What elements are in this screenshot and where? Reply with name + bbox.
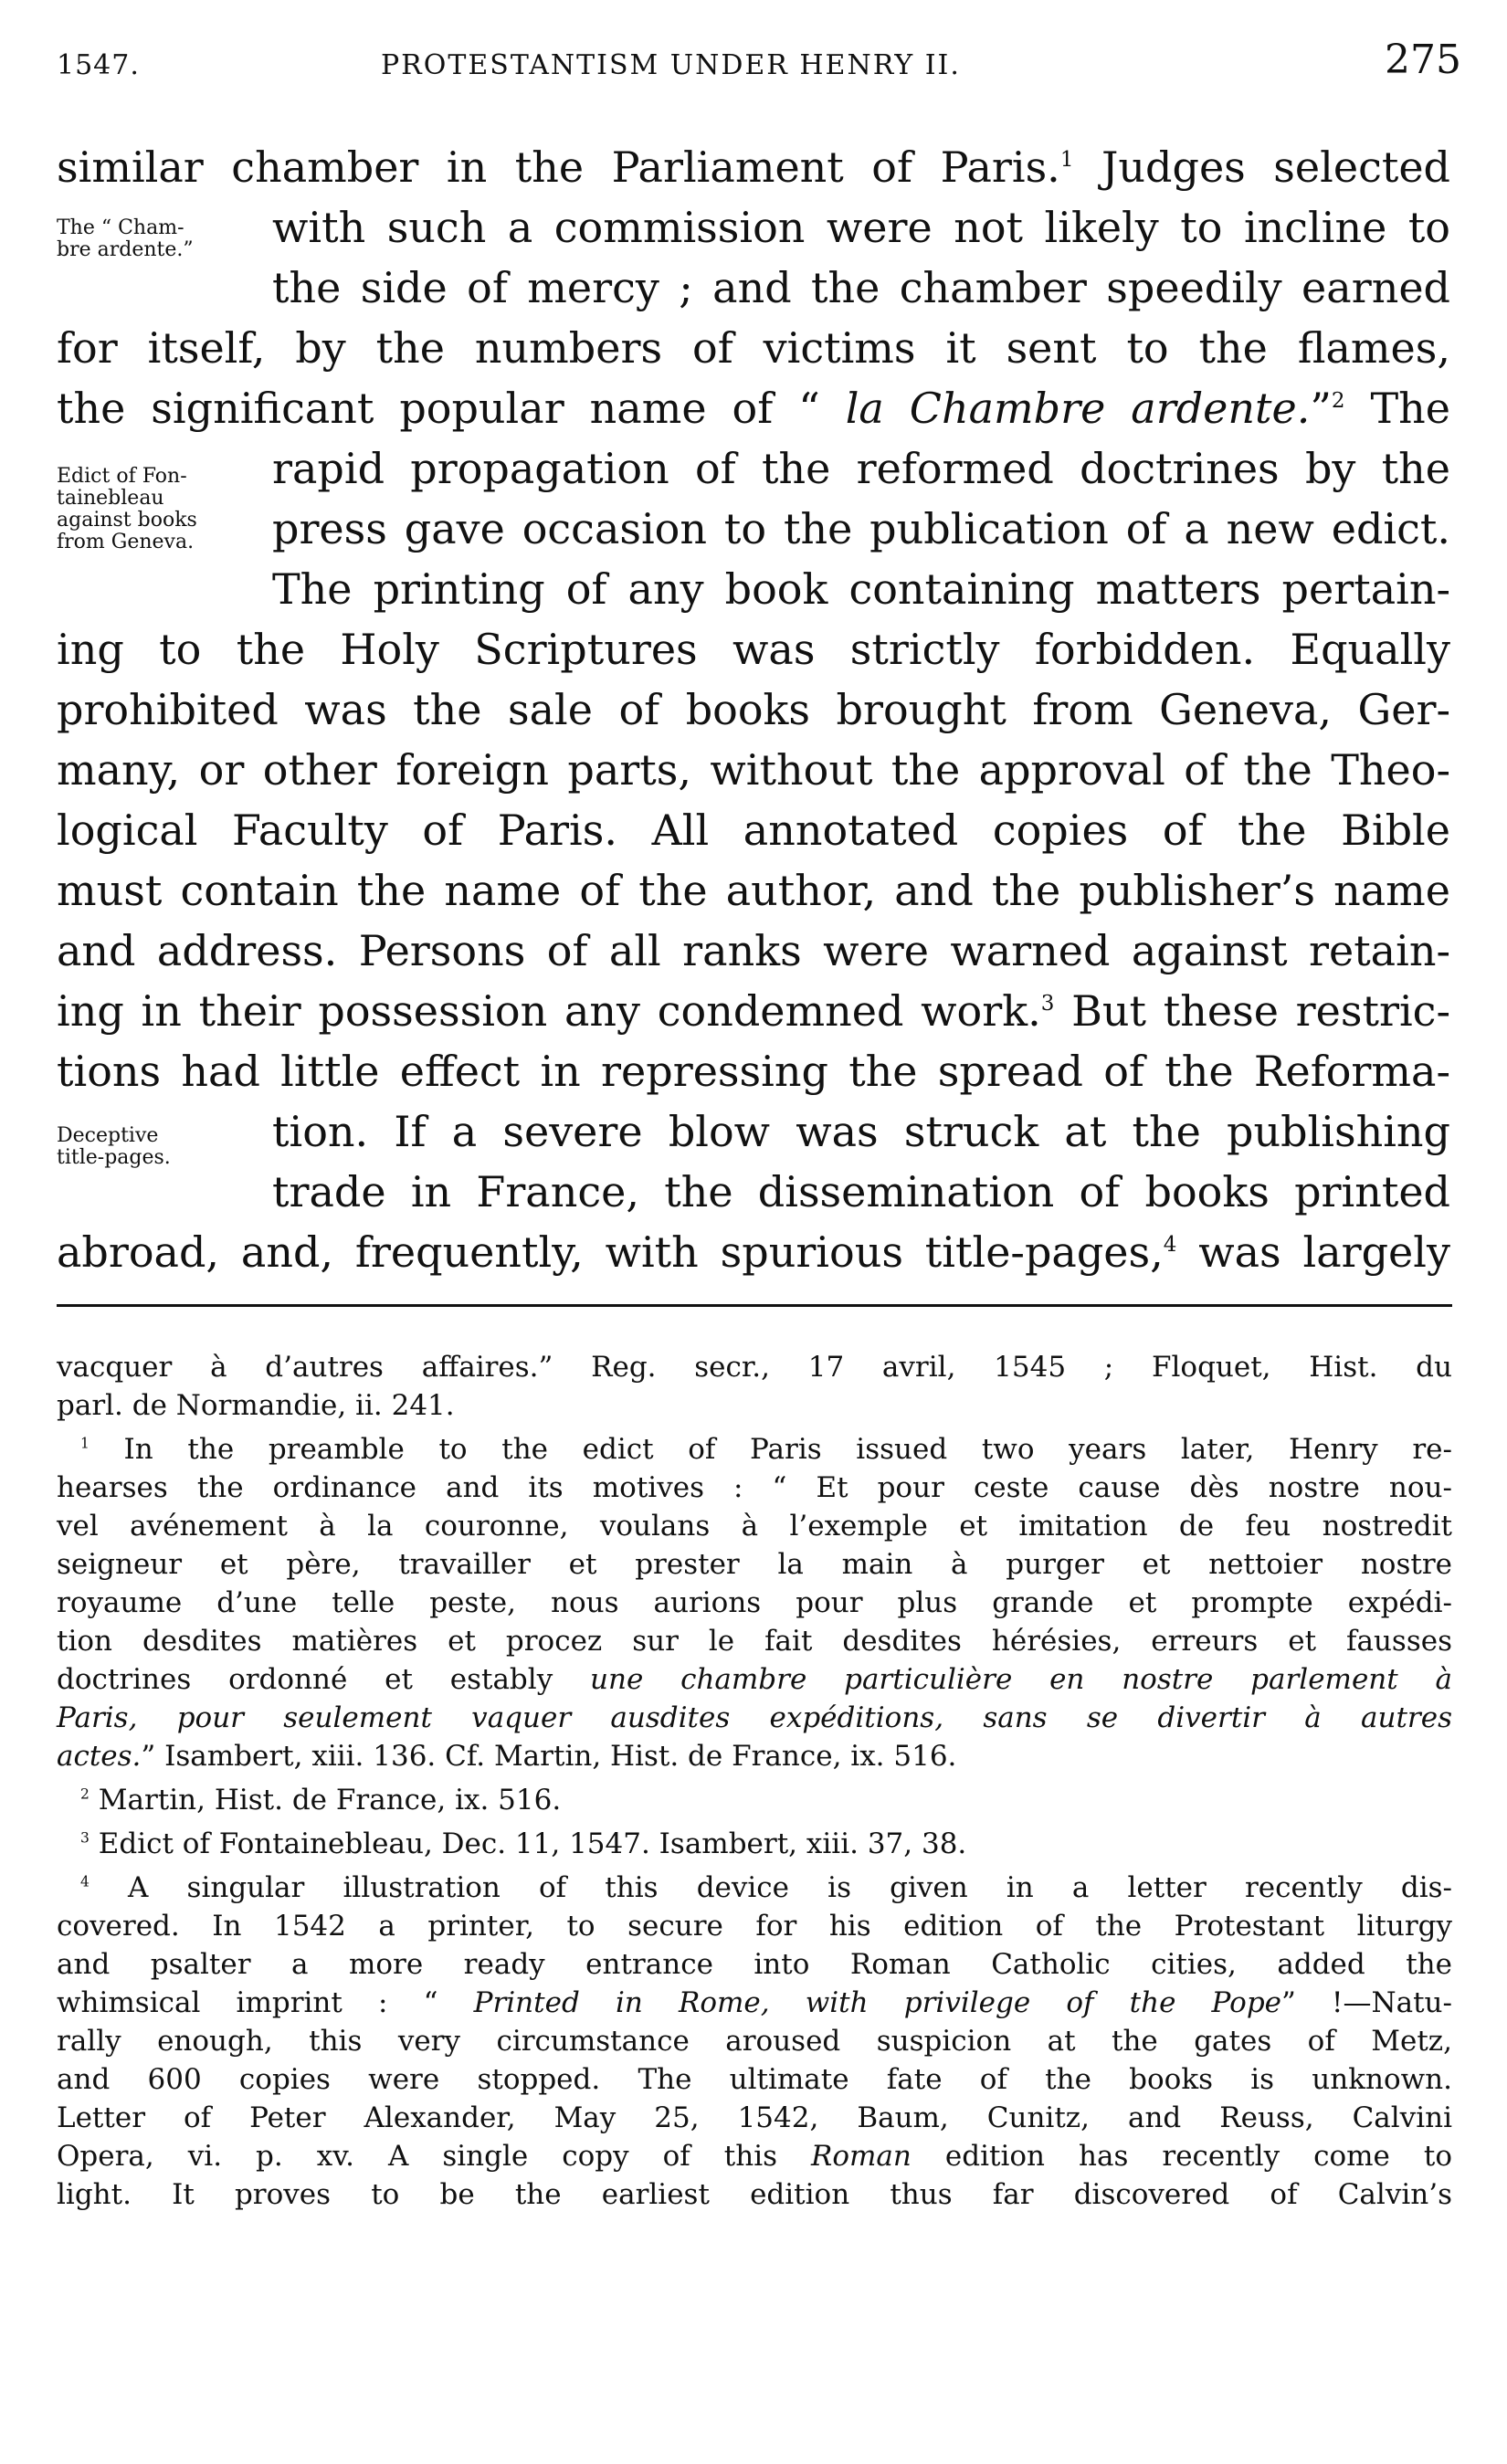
body-line: The printing of any book containing matters pertain- [272, 564, 1450, 614]
sidenote-chambre-ardente [57, 217, 265, 261]
running-head [57, 37, 1461, 91]
body-line: many, or other foreign parts, without the approval of the Theo- [57, 745, 1450, 795]
footnote-line: covered. In 1542 a printer, to secure for his edition of the Protestant liturgy [57, 1910, 1452, 1943]
body-line: tions had little effect in repressing the spread of the Reforma- [57, 1047, 1450, 1096]
footnote-mark: 2 [80, 1785, 90, 1803]
sidenote-edict-fontainebleau [57, 466, 265, 553]
sidenote-line: Edict of Fon- [57, 465, 187, 488]
page-number: 275 [1385, 37, 1461, 83]
sidenote-line: against books [57, 509, 197, 532]
body-line: must contain the name of the author, and the publisher’s name [57, 866, 1450, 915]
sidenote-deceptive-title-pages [57, 1125, 265, 1169]
footnote-line: $^1$ In the preamble to the edict of Paris issued two years later, Henry re- [80, 1433, 1452, 1466]
sidenote-line: title-pages. [57, 1146, 171, 1169]
body-line: for itself, by the numbers of victims it sent to the flames, [57, 323, 1450, 373]
sidenote-line: The “ Cham- [57, 216, 184, 239]
footnote-line: whimsical imprint : “ Printed in Rome, with privilege of the Pope” !—Natu- [57, 1986, 1452, 2019]
body-line: the side of mercy ; and the chamber speedily earned [272, 263, 1450, 312]
body-line: trade in France, the dissemination of books printed [272, 1167, 1450, 1216]
sidenote-line: bre ardente.” [57, 238, 194, 261]
footnote-line: actes.” Isambert, xiii. 136. Cf. Martin, Hist. de France, ix. 516. [57, 1740, 957, 1773]
footnote-line: tion desdites matières et procez sur le fait desdites hérésies, erreurs et fausses [57, 1625, 1452, 1658]
footnote-line: vacquer à d’autres affaires.” Reg. secr., 17 avril, 1545 ; Floquet, Hist. du [57, 1351, 1452, 1384]
footnote-line: and 600 copies were stopped. The ultimate fate of the books is unknown. [57, 2063, 1452, 2096]
footnote-mark: 1 [80, 1435, 90, 1452]
body-line: press gave occasion to the publication of a new edict. [272, 504, 1450, 553]
body-line: prohibited was the sale of books brought from Geneva, Ger- [57, 685, 1450, 734]
footnote-line: hearses the ordinance and its motives : “ Et pour ceste cause dès nostre nou- [57, 1471, 1452, 1504]
footnote-line: Opera, vi. p. xv. A single copy of this Roman edition has recently come to [57, 2140, 1452, 2173]
body-line: ing in their possession any condemned work.$^3$ But these restric- [57, 986, 1450, 1036]
footnote-ref: 1 [1059, 147, 1074, 172]
footnote-line: light. It proves to be the earliest edition thus far discovered of Calvin’s [57, 2178, 1452, 2211]
footnote-mark: 3 [80, 1829, 90, 1847]
footnote-divider [57, 1304, 1452, 1307]
footnote-line: $^4$ A singular illustration of this device is given in a letter recently dis- [80, 1871, 1452, 1904]
sidenote-line: Deceptive [57, 1124, 159, 1147]
body-line: tion. If a severe blow was struck at the publishing [272, 1107, 1450, 1156]
footnote-line: vel avénement à la couronne, voulans à l’exemple et imitation de feu nostredit [57, 1510, 1452, 1543]
body-line: with such a commission were not likely to incline to [272, 203, 1450, 252]
body-line: ing to the Holy Scriptures was strictly forbidden. Equally [57, 625, 1450, 674]
footnote-line: and psalter a more ready entrance into Roman Catholic cities, added the [57, 1948, 1452, 1981]
body-line: abroad, and, frequently, with spurious title-pages,$^4$ was largely [57, 1227, 1450, 1277]
body-line: rapid propagation of the reformed doctrines by the [272, 444, 1450, 493]
footnote-line: $^3$ Edict of Fontainebleau, Dec. 11, 1547. Isambert, xiii. 37, 38. [80, 1827, 967, 1860]
footnote-line: Letter of Peter Alexander, May 25, 1542, Baum, Cunitz, and Reuss, Calvini [57, 2101, 1452, 2134]
footnote-line: $^2$ Martin, Hist. de France, ix. 516. [80, 1784, 562, 1816]
sidenote-line: from Geneva. [57, 531, 195, 553]
footnote-line: doctrines ordonné et estably une chambre particulière en nostre parlement à [57, 1663, 1452, 1696]
footnote-ref: 2 [1331, 388, 1345, 413]
body-line: the significant popular name of “ la Chambre ardente.”$^2$ The [57, 384, 1450, 433]
footnote-line: parl. de Normandie, ii. 241. [57, 1389, 455, 1422]
footnote-mark: 4 [80, 1873, 90, 1890]
body-line: similar chamber in the Parliament of Paris.$^1$ Judges selected [57, 142, 1450, 192]
footnote-line: seigneur et père, travailler et prester la main à purger et nettoier nostre [57, 1548, 1452, 1581]
body-line: and address. Persons of all ranks were warned against retain- [57, 926, 1450, 975]
footnote-line: royaume d’une telle peste, nous aurions pour plus grande et prompte expédi- [57, 1586, 1452, 1619]
body-line: logical Faculty of Paris. All annotated copies of the Bible [57, 806, 1450, 855]
header-title: PROTESTANTISM UNDER HENRY II. [381, 49, 961, 81]
sidenote-line: tainebleau [57, 487, 164, 510]
footnote-ref: 3 [1040, 991, 1055, 1016]
header-year: 1547. [57, 49, 140, 81]
footnote-ref: 4 [1163, 1232, 1177, 1257]
footnote-line: Paris, pour seulement vaquer ausdites expéditions, sans se divertir à autres [57, 1701, 1452, 1734]
footnote-line: rally enough, this very circumstance aroused suspicion at the gates of Metz, [57, 2025, 1452, 2058]
